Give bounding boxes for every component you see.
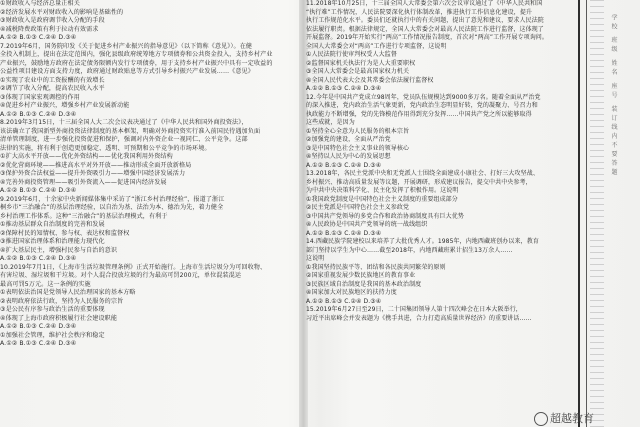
text-line: A.①② B.①③ C.②④ D.③④ bbox=[0, 255, 77, 262]
text-line: ①推动基层群众自治制度的完善和发展 bbox=[0, 221, 105, 228]
text-line: ③推进国家治理体系和治理能力现代化 bbox=[0, 238, 105, 245]
text-line: ①表明依法治国是党领导人民治理国家的基本方略 bbox=[0, 289, 136, 296]
text-line: ②民主党派是中国特色社会主义参政党 bbox=[306, 204, 410, 211]
text-line: ②保障村民的知情权、参与权、表达权和监督权 bbox=[0, 229, 130, 237]
text-line: A.①② B.①③ C.②④ D.③④ bbox=[306, 229, 382, 237]
text-line: 12.今年是中国共产党成立98周年，党员队伍规模达到9000多万名。随着全面从严治党 bbox=[306, 93, 541, 101]
text-line: 13.2018年，各民主党派中央和无党派人士围绕全面建成小康社会、打好三大攻坚战、 bbox=[306, 170, 539, 177]
text-line: ③财政收入是政府调节收入分配的手段 bbox=[0, 17, 105, 24]
text-line: ①加强社会管理，维护社会秩序和稳定 bbox=[0, 331, 105, 339]
text-line: 依法履行职责。根据法律规定，全国人大常委会对最高人民法院工作进行监督，这体现了 bbox=[306, 25, 544, 33]
text-line: 最高可罚5万元。这一条例的实施 bbox=[0, 280, 91, 288]
text-line: ②加强党的建设，全面从严治党 bbox=[306, 136, 391, 143]
text-line: 这说明 bbox=[306, 255, 325, 262]
text-line: ①人民法院行使审判权受人大监督 bbox=[306, 51, 397, 58]
text-line: 公益性项目建设方面支持力度，政府通过财政贴息等方式引导乡村振兴产业发展……《意见》 bbox=[0, 68, 254, 75]
text-line: 8.2019年3月15日，十三届全国人大二次会议表决通过了《中华人民共和国外商投资法》， bbox=[0, 119, 248, 126]
text-line: ④完善外商投资管理——吸引外资流入——促进国内经济发展 bbox=[0, 178, 167, 186]
text-line: ②调节了收入分配，提高农民收入水平 bbox=[0, 85, 105, 92]
text-line: 11.2018年10月25日，十三届全国人大常委会第六次会议审议通过了《中华人民共和国 bbox=[306, 0, 543, 7]
margin-label: 学校 班级 姓名 座号 装订线内不要答题 bbox=[610, 14, 617, 178]
text-line: ③体现了国家宏观调控的作用 bbox=[0, 93, 80, 101]
right-column bbox=[306, 0, 574, 323]
text-line: 执行工作规范化水平。委员们还就执行中的有关问题，提出了意见和建议，要求人民法院 bbox=[306, 17, 544, 24]
text-line: A.①② B.①③ C.②④ D.③④ bbox=[306, 85, 382, 92]
margin-border bbox=[578, 0, 580, 427]
text-line: ①扩大高水平开放——优化外资结构——优化我国利用外资结构 bbox=[0, 153, 173, 160]
left-column bbox=[0, 0, 300, 349]
binding-strip bbox=[590, 0, 604, 427]
text-line: 清单管理制度，进一步强化投资促进和保护，强调对内外资企业一视同仁、公平竞争。这部 bbox=[0, 136, 248, 143]
text-line: ④坚持以人民为中心的发展思想 bbox=[306, 153, 391, 160]
text-line: A.①② B.①③ C.②④ D.③④ bbox=[0, 323, 77, 330]
text-line: ①我国坚持民族平等、团结和各民族共同繁荣的原则 bbox=[306, 263, 446, 271]
text-line: ①坚持全心全意为人民服务的根本宗旨 bbox=[306, 127, 410, 135]
answer-margin bbox=[578, 0, 640, 427]
text-line: 习近平出席峰会并发表题为《携手共进，合力打造高质量世界经济》的重要讲话…… bbox=[306, 314, 532, 322]
text-line: A.①② B.①③ C.②④ D.③④ bbox=[0, 187, 77, 194]
text-line: 开展监督。2019年开始实行“两高”工作情况报告制度，首次对“两高”工作开展专项询问。 bbox=[306, 34, 549, 41]
wechat-icon bbox=[534, 412, 548, 426]
text-line: ①实现了农业中的工资报酬的有效增长 bbox=[0, 76, 105, 84]
text-line: 乡村治理工作体系。这种“三治融合”的基层治理模式，有利于 bbox=[0, 212, 168, 220]
text-line: ③是公民有序参与政治生活的重要体现 bbox=[0, 306, 105, 313]
text-line: ①我国政党制度是中国特色社会主义制度的重要组成部分 bbox=[306, 195, 458, 203]
text-line: 全国人大常委会对“两高”工作进行专项监督，这说明 bbox=[306, 42, 447, 50]
text-line: A.①② B.①③ C.②④ D.③④ bbox=[0, 110, 77, 118]
right-page bbox=[306, 0, 574, 427]
text-line: 10.2019年7月1日，《上海市生活垃圾管理条例》正式开始施行。上海市生活垃圾分为可回收物、 bbox=[0, 263, 267, 271]
text-line: 部门坚持以学生为中心……截至2018年，内地西藏班累计招生13万余人…… bbox=[306, 246, 513, 254]
text-line: ④扩大基层民主，增强村民参与自治的意识 bbox=[0, 246, 118, 254]
text-line: ④国家加大对民族地区的扶持力度 bbox=[306, 289, 397, 296]
margin-border-inner bbox=[586, 0, 587, 427]
text-line: ②经济发展水平对财政收入的影响是基础性的 bbox=[0, 8, 124, 16]
text-line: ①财政收入与经济总量正相关 bbox=[0, 0, 80, 7]
text-line: 法律的实施，将有利于创造更加稳定、透明、可预期和公平竞争的市场环境。 bbox=[0, 144, 211, 152]
text-line: A.①② B.①③ C.②④ D.③④ bbox=[0, 34, 77, 41]
text-line: A.①② B.①③ C.②④ D.③④ bbox=[306, 161, 382, 169]
watermark-text: 超越教育 bbox=[550, 412, 594, 425]
text-line: ④全国人民代表大会及其常委会依法履行监督权 bbox=[306, 76, 434, 84]
text-line: “执行难”工作情况，人民法院要深化执行体制改革，推进执行工作信息化建设，提升 bbox=[306, 8, 533, 16]
text-line: 15.2019年6月27日至29日，二十国集团领导人第十四次峰会在日本大阪举行， bbox=[306, 306, 522, 313]
text-line: ③保护外资合法权益——提升外资吸引力——增强中国经济发展活力 bbox=[0, 170, 186, 177]
text-line: ②监督国家机关执法行为是人大重要职权 bbox=[306, 59, 416, 67]
text-line: 执政能力不断增强，党的先锋模范作用得到充分发挥……中国共产党之所以能够取得 bbox=[306, 110, 532, 118]
left-page bbox=[0, 0, 300, 427]
text-line: 产业振兴，鼓励地方政府在法定债务限额内发行专项债券，用于支持乡村产业振兴中具有一定收益的 bbox=[0, 59, 273, 67]
text-line: 7.2019年6月，国务院印发《关于促进乡村产业振兴的指导意见》（以下简称《意见》）。在健 bbox=[0, 42, 253, 50]
text-line: A.①② B.①③ C.②④ D.③④ bbox=[0, 340, 77, 347]
text-line: ④促进乡村产业振兴，增强乡村产业发展新动能 bbox=[0, 102, 130, 109]
text-line: ③是中国特色社会主义事业的领导核心 bbox=[306, 144, 410, 152]
text-line: ②优化营商环境——推进高水平对外开放——推动形成全面开放新格局 bbox=[0, 161, 192, 169]
text-line: 有害垃圾、湿垃圾和干垃圾。对个人混合投放垃圾的行为最高可罚200元，单位混装混运 bbox=[0, 272, 242, 279]
text-line: 9.2019年6月，十余家中央新闻媒体集中采访了“浙江乡村治理经验”，报道了浙江 bbox=[0, 195, 225, 203]
text-line: 全投入机制上，提出在法定范围内，强化县级政府统筹地方专项债券和公共资金投入，支持乡村产业 bbox=[0, 51, 273, 58]
text-line: ③全国人大常委会是最高国家权力机关 bbox=[306, 68, 410, 75]
text-line: ②表明政府依法行政，坚持为人民服务的宗旨 bbox=[0, 297, 124, 305]
text-line: ②国家重视发展少数民族地区的教育事业 bbox=[306, 272, 416, 279]
text-line: 这些成就，是因为 bbox=[306, 119, 355, 126]
text-line: ③民族区域自治制度是我国的基本政治制度 bbox=[306, 280, 422, 288]
text-line: 桐乡市“三治融合”的基层治理经验，以自治为基、法治为本、德治为先，着力健全 bbox=[0, 204, 224, 211]
text-line: 该法确立了我国新型外商投资法律制度的基本框架，明确对外商投资实行准入前国民待遇加负面 bbox=[0, 127, 261, 135]
text-line: 的深入推进，党内政治生活气象更新，党内政治生态明显好转，党的凝聚力、号召力和 bbox=[306, 102, 538, 109]
text-line: ④减税降费政策有利于拉动有效需求 bbox=[0, 25, 99, 33]
text-line: ③中国共产党领导的多党合作和政治协商制度具有巨大优势 bbox=[306, 212, 464, 220]
text-line: A.①② B.①③ C.②④ D.③④ bbox=[306, 297, 382, 305]
text-line: 为中共中央决策科学化、民主化发挥了积极作用。这说明 bbox=[306, 187, 459, 194]
text-line: ④人民政协是中国共产党领导的统一战线组织 bbox=[306, 221, 428, 228]
text-line: ④体现了上海市政府积极履行社会建设职能 bbox=[0, 314, 118, 322]
text-line: 乡村振兴、推动高质量发展等议题，开展调研，形成建议报告，提交中共中央参考， bbox=[306, 178, 532, 186]
text-line: 14.西藏民族学院建校以来培养了大批优秀人才。1985年，内地西藏班创办以来，教育 bbox=[306, 238, 539, 245]
watermark bbox=[534, 410, 594, 426]
